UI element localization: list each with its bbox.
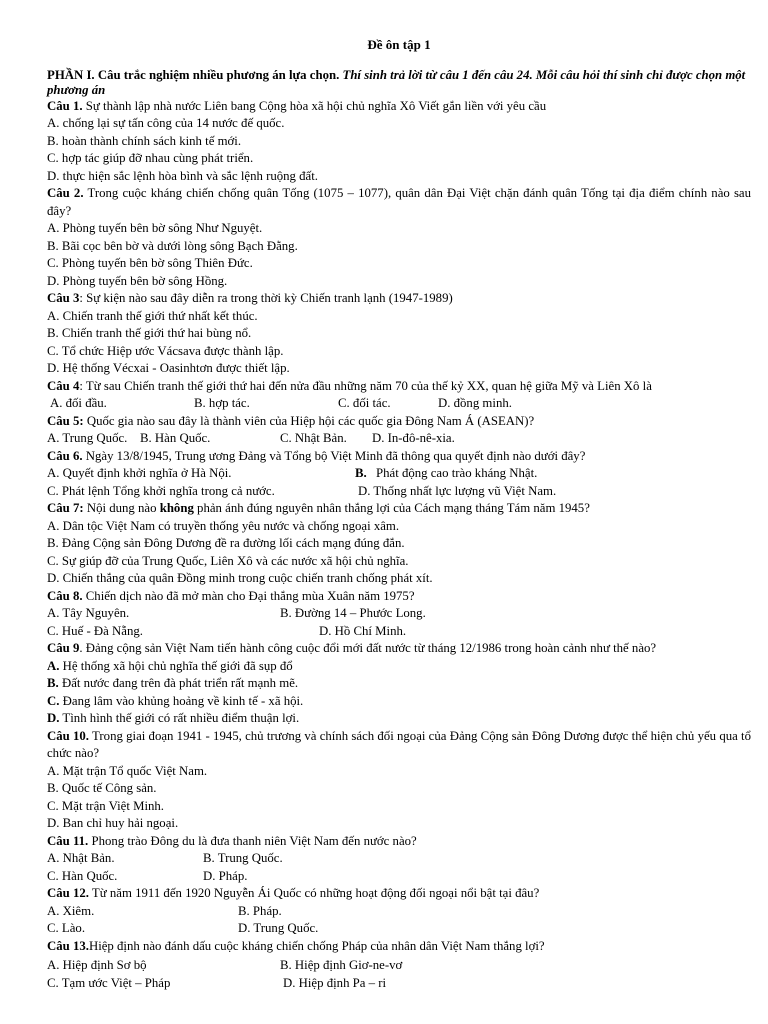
question-1 bbox=[47, 98, 751, 116]
question-text: Sự thành lập nhà nước Liên bang Cộng hòa xã hội chủ nghĩa Xô Viết gắn liền với yêu cầu bbox=[82, 98, 547, 113]
options-row bbox=[47, 957, 751, 975]
question-7 bbox=[47, 500, 751, 518]
option-a: A. Hiệp định Sơ bộ bbox=[47, 958, 147, 972]
option-a: A. Nhật Bản. bbox=[47, 851, 115, 865]
option-a: A. Dân tộc Việt Nam có truyền thống yêu nước và chống ngoại xâm. bbox=[47, 518, 400, 533]
question-6 bbox=[47, 448, 751, 466]
document-title: Đề ôn tập 1 bbox=[367, 37, 431, 52]
option-c: C. Tổ chức Hiệp ước Vácsava được thành lập. bbox=[47, 343, 284, 358]
option-b-letter: B. bbox=[355, 466, 367, 480]
option-b: Phát động cao trào kháng Nhật. bbox=[376, 466, 538, 480]
option-d bbox=[47, 710, 751, 728]
option-c: C. đối tác. bbox=[338, 396, 391, 410]
question-number: Câu 2. bbox=[47, 186, 84, 200]
question-13 bbox=[47, 938, 751, 956]
option-letter: C. bbox=[47, 693, 60, 708]
option-a: A. Chiến tranh thế giới thứ nhất kết thúc. bbox=[47, 308, 258, 323]
options-row bbox=[47, 430, 751, 448]
question-text: Trong giai đoạn 1941 - 1945, chủ trương và chính sách đối ngoại của Đảng Cộng sản Đông Dương được thể hiện chủ yếu qua tổ chức nào? bbox=[47, 728, 751, 760]
question-number: Câu 12. bbox=[47, 886, 89, 900]
options-row bbox=[47, 903, 751, 921]
option-c: C. hợp tác giúp đỡ nhau cùng phát triển. bbox=[47, 151, 254, 165]
question-11 bbox=[47, 833, 751, 851]
option-d: D. Pháp. bbox=[203, 868, 248, 883]
question-text: : Sự kiện nào sau đây diễn ra trong thời kỳ Chiến tranh lạnh (1947-1989) bbox=[79, 291, 453, 305]
option-c: C. Lào. bbox=[47, 921, 86, 935]
question-5 bbox=[47, 413, 751, 431]
question-number: Câu 10. bbox=[47, 728, 90, 743]
options-row bbox=[47, 395, 751, 413]
options-row bbox=[47, 623, 751, 641]
option-d: D. thực hiện sắc lệnh hòa bình và sắc lệnh ruộng đất. bbox=[47, 168, 318, 183]
option-c: C. Sự giúp đỡ của Trung Quốc, Liên Xô và các nước xã hội chủ nghĩa. bbox=[47, 553, 409, 568]
options-row bbox=[47, 920, 751, 938]
question-text: Nội dung nào bbox=[83, 501, 160, 515]
question-text: . Đảng cộng sản Việt Nam tiến hành công cuộc đổi mới đất nước từ tháng 12/1986 trong hoàn cảnh như thế nào? bbox=[79, 641, 657, 655]
option-c: C. Nhật Bản. bbox=[280, 431, 347, 445]
question-text: Hiệp định nào đánh dấu cuộc kháng chiến chống Pháp của nhân dân Việt Nam thắng lợi? bbox=[88, 938, 545, 953]
option-b: B. Pháp. bbox=[238, 903, 282, 918]
option-letter: B. bbox=[47, 676, 59, 690]
option-text: Tình hình thế giới có rất nhiều điểm thuận lợi. bbox=[62, 711, 300, 725]
question-text: Chiến dịch nào đã mở màn cho Đại thắng mùa Xuân năm 1975? bbox=[82, 588, 415, 603]
question-text: Ngày 13/8/1945, Trung ương Đảng và Tổng bộ Việt Minh đã thông qua quyết định nào dưới đây? bbox=[82, 448, 586, 463]
option-c: C. Hàn Quốc. bbox=[47, 868, 118, 883]
option-b bbox=[47, 675, 751, 693]
question-number: Câu 1. bbox=[47, 98, 83, 113]
option-b: B. Trung Quốc. bbox=[203, 851, 283, 865]
option-a: A. Phòng tuyến bên bờ sông Như Nguyệt. bbox=[47, 221, 263, 235]
question-number: Câu 7: bbox=[47, 501, 84, 515]
option-c: C. Huế - Đà Nẵng. bbox=[47, 623, 143, 638]
option-d: D. Trung Quốc. bbox=[238, 921, 319, 935]
option-c bbox=[47, 693, 751, 711]
option-c: C. Phòng tuyến bên bờ sông Thiên Đức. bbox=[47, 256, 253, 270]
question-text: : Từ sau Chiến tranh thế giới thứ hai đến nửa đầu những năm 70 của thế kỷ XX, quan hệ giữa Mỹ và Liên Xô là bbox=[79, 378, 652, 393]
option-d: D. Ban chỉ huy hải ngoại. bbox=[47, 816, 179, 830]
option-d: D. Hệ thống Vécxai - Oasinhtơn được thiết lập. bbox=[47, 361, 290, 375]
part-instruction: Thí sinh trả lời từ câu 1 đến câu 24. Mỗi câu hỏi thí sinh chỉ được chọn một phương án bbox=[47, 67, 746, 97]
question-number: Câu 3 bbox=[47, 291, 80, 305]
option-c: C. Phát lệnh Tổng khởi nghĩa trong cả nước. bbox=[47, 483, 275, 498]
option-text: Đất nước đang trên đà phát triển rất mạnh mẽ. bbox=[61, 676, 299, 690]
option-a: A. chống lại sự tấn công của 14 nước đế quốc. bbox=[47, 116, 285, 130]
option-a: A. Xiêm. bbox=[47, 903, 95, 918]
option-b: B. hoàn thành chính sách kinh tế mới. bbox=[47, 133, 242, 148]
question-number: Câu 13. bbox=[47, 938, 89, 953]
option-b: B. Quốc tế Công sản. bbox=[47, 781, 157, 795]
option-c: C. Tạm ước Việt – Pháp bbox=[47, 975, 171, 990]
option-d: D. Hiệp định Pa – ri bbox=[283, 975, 387, 990]
question-9 bbox=[47, 640, 751, 658]
option-letter: D. bbox=[47, 711, 60, 725]
option-d: D. Phòng tuyến bên bờ sông Hồng. bbox=[47, 273, 228, 288]
document-page bbox=[47, 36, 751, 992]
option-a: A. Quyết định khởi nghĩa ở Hà Nội. bbox=[47, 466, 232, 480]
option-b: B. Bãi cọc bên bờ và dưới lòng sông Bạch Đằng. bbox=[47, 238, 298, 253]
option-b: B. Hàn Quốc. bbox=[140, 431, 211, 445]
option-letter: A. bbox=[47, 658, 60, 673]
option-b: B. Chiến tranh thế giới thứ hai bùng nổ. bbox=[47, 326, 252, 340]
question-text: Trong cuộc kháng chiến chống quân Tống (1075 – 1077), quân dân Đại Việt chặn đánh quân Tống tại địa điểm chính nào sau đây? bbox=[47, 186, 752, 218]
question-number: Câu 11. bbox=[47, 833, 89, 848]
option-d: D. In-đô-nê-xia. bbox=[372, 431, 455, 445]
question-text: Quốc gia nào sau đây là thành viên của Hiệp hội các quốc gia Đông Nam Á (ASEAN)? bbox=[83, 413, 535, 428]
options-row bbox=[47, 465, 751, 483]
options-row bbox=[47, 975, 751, 993]
options-row bbox=[47, 850, 751, 868]
option-b: B. Đảng Cộng sản Đông Dương đề ra đường lối cách mạng đúng đắn. bbox=[47, 536, 405, 550]
options-row bbox=[47, 483, 751, 501]
question-4 bbox=[47, 378, 751, 396]
part-heading bbox=[47, 68, 751, 98]
question-number: Câu 9 bbox=[47, 641, 80, 655]
option-a: A. Mặt trận Tổ quốc Việt Nam. bbox=[47, 763, 208, 778]
option-b: B. hợp tác. bbox=[194, 396, 250, 410]
option-a: A. đối đầu. bbox=[50, 396, 107, 410]
option-a: A. Trung Quốc. bbox=[47, 431, 128, 445]
options-row bbox=[47, 605, 751, 623]
option-d: D. Thống nhất lực lượng vũ Việt Nam. bbox=[358, 483, 557, 498]
question-10 bbox=[47, 728, 751, 763]
question-8 bbox=[47, 588, 751, 606]
option-text: Hệ thống xã hội chủ nghĩa thế giới đã sụp đổ bbox=[62, 658, 293, 673]
question-text: phản ánh đúng nguyên nhân thắng lợi của Cách mạng tháng Tám năm 1945? bbox=[193, 501, 590, 515]
question-2 bbox=[47, 185, 751, 220]
part-label: PHẦN I. Câu trắc nghiệm nhiều phương án lựa chọn. bbox=[47, 67, 340, 82]
question-number: Câu 6. bbox=[47, 448, 83, 463]
option-d: D. đồng minh. bbox=[438, 396, 512, 410]
question-number: Câu 4 bbox=[47, 378, 80, 393]
option-c: C. Mặt trận Việt Minh. bbox=[47, 798, 165, 813]
option-text: Đang lâm vào khủng hoảng về kinh tế - xã hội. bbox=[62, 693, 304, 708]
option-b: B. Đường 14 – Phước Long. bbox=[280, 606, 426, 620]
question-text: Từ năm 1911 đến 1920 Nguyễn Ái Quốc có những hoạt động đối ngoại nổi bật tại đâu? bbox=[88, 886, 540, 900]
option-d: D. Hồ Chí Minh. bbox=[319, 623, 407, 638]
question-number: Câu 5: bbox=[47, 413, 84, 428]
question-text: Phong trào Đông du là đưa thanh niên Việt Nam đến nước nào? bbox=[88, 833, 417, 848]
question-12 bbox=[47, 885, 751, 903]
question-number: Câu 8. bbox=[47, 588, 83, 603]
option-d: D. Chiến thắng của quân Đồng minh trong cuộc chiến tranh chống phát xít. bbox=[47, 571, 433, 585]
option-a: A. Tây Nguyên. bbox=[47, 606, 130, 620]
emphasis-word: không bbox=[159, 501, 194, 515]
question-3 bbox=[47, 290, 751, 308]
options-row bbox=[47, 868, 751, 886]
option-b: B. Hiệp định Giơ-ne-vơ bbox=[280, 958, 403, 972]
option-a bbox=[47, 658, 751, 676]
